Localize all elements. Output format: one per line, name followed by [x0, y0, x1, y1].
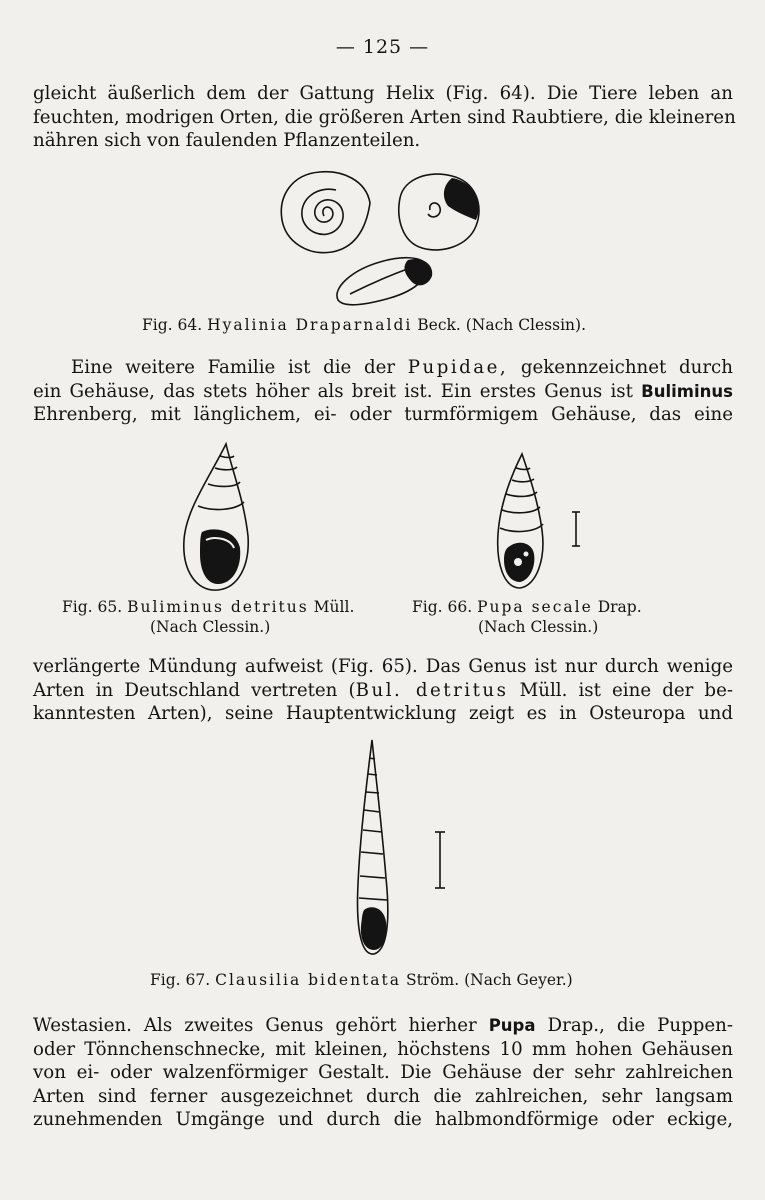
text-line: gleicht äußerlich dem der Gattung Helix (Fig. 64). Die Tiere leben an [33, 83, 733, 104]
aperture-fill [405, 259, 433, 285]
fig66-caption [412, 597, 642, 637]
genus-name: Pupa [488, 1016, 536, 1035]
whorl-line [368, 774, 377, 775]
text-segment: ein Gehäuse, das stets höher als breit ist. Ein erstes Genus ist [33, 380, 633, 402]
spiral-line [428, 203, 440, 217]
fig65-caption [62, 597, 354, 637]
fig-label: Fig. 64. [142, 316, 203, 334]
fig-label: Fig. 66. [412, 598, 473, 616]
text-line: oder Tönnchenschnecke, mit kleinen, höchstens 10 mm hohen Gehäusen [33, 1038, 733, 1060]
genus-name: Buliminus [641, 381, 733, 401]
text-segment: Drap., die Puppen- [547, 1015, 733, 1036]
text-segment: Westasien. Als zweites Genus gehört hierher [33, 1015, 477, 1036]
scale-bar [572, 512, 580, 546]
text-segment: Eine weitere Familie ist die der [71, 357, 396, 378]
whorl-line [360, 876, 385, 878]
text-line: nähren sich von faulenden Pflanzenteilen. [33, 130, 421, 151]
paragraph-2 [33, 356, 733, 427]
fig-source: (Nach Clessin.) [478, 618, 599, 636]
fig66-illustration [492, 450, 587, 590]
fig-label: Fig. 65. [62, 598, 123, 616]
text-segment: Arten in Deutschland vertreten ( [33, 679, 356, 701]
paragraph-4 [33, 1014, 733, 1132]
fig-source: (Nach Clessin.) [150, 618, 271, 636]
text-line [33, 1014, 733, 1038]
spiral-line [302, 189, 343, 234]
fig67-caption [150, 970, 573, 990]
paragraph-3 [33, 655, 733, 726]
text-line [33, 380, 733, 404]
spiral-line [350, 268, 410, 294]
fig64-illustration [270, 168, 500, 308]
family-name: Pupidae, [407, 357, 509, 378]
species-name: Buliminus detritus [127, 598, 309, 616]
text-line [33, 679, 733, 703]
whorl-line [516, 468, 530, 470]
fig-author: Drap. [597, 598, 642, 616]
whorl-line [359, 898, 387, 900]
text-line: Arten sind ferner ausgezeichnet durch die zahlreichen, sehr langsam [33, 1085, 733, 1107]
species-name: Clausilia bidentata [215, 971, 402, 989]
aperture-fill [444, 178, 479, 220]
text-line: kanntesten Arten), seine Hauptentwicklung zeigt es in Osteuropa und [33, 703, 733, 724]
fig67-illustration [352, 738, 452, 958]
species-name: Pupa secale [477, 598, 593, 616]
whorl-line [208, 482, 240, 486]
whorl-line [363, 830, 382, 832]
whorl-line [369, 758, 375, 759]
whorl-line [220, 456, 234, 458]
fig65-illustration [180, 440, 252, 592]
fig64-caption [142, 315, 586, 335]
fig-source: Ström. (Nach Geyer.) [405, 971, 573, 989]
whorl-line [366, 792, 379, 793]
whorl-line [502, 507, 540, 513]
fig-author: Müll. [313, 598, 355, 616]
page-number: — 125 — [335, 36, 430, 58]
text-line: Ehrenberg, mit länglichem, ei- oder turmförmigem Gehäuse, das eine [33, 404, 733, 425]
fig-label: Fig. 67. [150, 971, 211, 989]
text-line: von ei- oder walzenförmiger Gestalt. Die Gehäuse der sehr zahlreichen [33, 1062, 733, 1083]
whorl-line [198, 502, 244, 509]
fig-source: Beck. (Nach Clessin). [417, 316, 587, 334]
paragraph-1 [33, 82, 736, 153]
scale-bar [435, 832, 445, 888]
species-name: Bul. detritus [355, 679, 509, 701]
text-line: zunehmenden Umgänge und durch die halbmondförmige oder eckige, [33, 1109, 733, 1130]
shell-outline [281, 172, 370, 253]
whorl-line [506, 492, 537, 496]
species-name: Hyalinia Draparnaldi [207, 316, 413, 334]
whorl-line [500, 524, 543, 531]
text-line: verlängerte Mündung aufweist (Fig. 65). Das Genus ist nur durch wenige [33, 656, 733, 677]
aperture-fill [361, 907, 387, 950]
text-segment: Müll. ist eine der be- [519, 679, 733, 701]
whorl-line [361, 852, 383, 854]
text-segment: gekennzeichnet durch [520, 357, 733, 378]
text-line: feuchten, modrigen Orten, die größeren Arten sind Raubtiere, die kleineren [33, 106, 736, 128]
whorl-line [364, 810, 380, 812]
whorl-line [215, 467, 237, 470]
text-line [33, 356, 733, 380]
